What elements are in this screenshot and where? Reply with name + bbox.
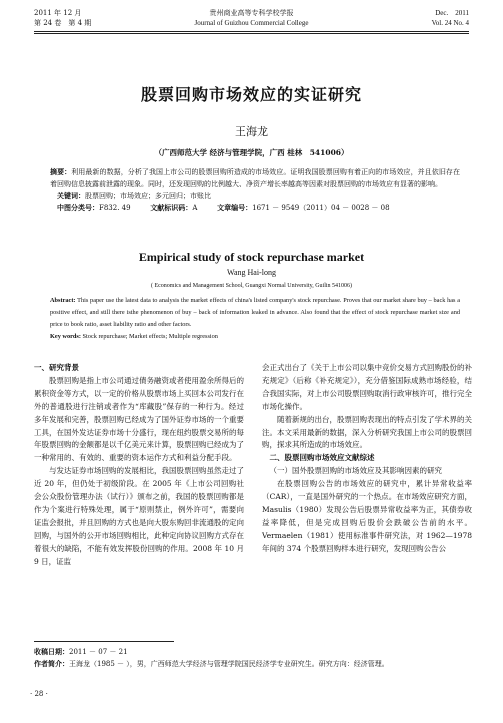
author-cn: 王海龙 (235, 125, 268, 138)
footnote-rule (34, 641, 174, 642)
received-date: 2011 － 07 － 21 (69, 648, 128, 656)
issue-date: 2011 年 12 月 (34, 9, 82, 17)
section-heading-literature: 二、股票回购市场效应文献综述 (269, 453, 375, 463)
volume-issue-en: Vol. 24 No. 4 (431, 19, 469, 27)
header-rule-2 (34, 33, 469, 34)
abstract-en-label: Abstract: (50, 297, 76, 304)
keywords-cn: 股票回购；市场效应；多元回归；市账比 (85, 192, 211, 200)
left-column (34, 362, 244, 569)
bio-label: 作者简介： (34, 659, 69, 668)
doccode-label: 文献标识码： (150, 203, 193, 212)
clc-code: F832. 49 (99, 204, 131, 212)
affiliation-cn: （广西师范大学 经济与管理学院，广西 桂林 541006） (154, 148, 349, 157)
paragraph: 随着新规的出台，股票回购表现出的特点引发了学术界的关注。本文采用最新的数据，深入分析研究我国上市公司的股票回购，探求其所造成的市场效应。 (262, 414, 472, 450)
section-heading-background: 一、研究背景 (34, 363, 79, 372)
paragraph: 与发达证券市场回购的发展相比，我国股票回购虽然走过了近 20 年，但仍处于初级阶段。在 2005 年《上市公司回购社会公众股份管理办法（试行）》颁布之前，我国的股票回购都是作为个案进行特殊处理，属于“原则禁止，例外许可”，需要向证监会报批，并且回购的方式也是向大股东购回非流通股的定向回购，与国外的公开市场回购相比，此种定向协议回购方式存在着很大的缺陷，不能有效发挥股份回购的作用。2008 年 10 月 9 日，证监 (34, 466, 244, 566)
footnote (34, 646, 474, 670)
paragraph: 在股票回购公告的市场效应的研究中，累计异常收益率（CAR），一直是国外研究的一个热点。在市场效应研究方面，Masulis（1980）发现公告后股票异常收益率为正，其债券收益率降低，但是完成回购后股价会跌破公告前的水平。Vermaelen（1981）使用标准事件研究法，对 1962—1978 年间的 374 个股票回购样本进行研究，发现回购公告公 (262, 479, 472, 553)
affiliation-en: ( Economics and Management School, Guangxi Normal University, Guilin 541006) (150, 283, 353, 289)
clc-label: 中图分类号： (57, 203, 99, 212)
issue-date-en: Dec. 2011 (435, 9, 469, 17)
abstract-en (50, 295, 460, 343)
abstract-cn (50, 166, 460, 214)
article-no: 1671 － 9549（2011）04 － 0028 － 08 (252, 204, 390, 212)
volume-issue: 第 24 卷 第 4 期 (34, 19, 92, 27)
subsection-heading: （一）国外股票回购的市场效应及其影响因素的研究 (269, 466, 442, 476)
journal-name-en: Journal of Guizhou Commercial College (194, 19, 309, 27)
doccode: A (192, 204, 198, 212)
keywords-en: Stock repurchase; Market effects; Multiple regression (82, 333, 218, 340)
paragraph: 会正式出台了《关于上市公司以集中竞价交易方式回购股份的补充规定》（后称《补充规定》），充分借鉴国际成熟市场经验，结合我国实际，对上市公司股票回购取消行政审核许可，推行完全市场化操作。 (262, 363, 472, 411)
received-label: 收稿日期： (34, 647, 69, 656)
article-no-label: 文章编号： (217, 203, 253, 212)
keywords-en-label: Key words: (50, 333, 81, 340)
abstract-cn-label: 摘要： (50, 167, 72, 176)
keywords-cn-label: 关键词： (57, 191, 85, 200)
article-title-cn: 股票回购市场效应的实证研究 (140, 85, 362, 104)
page-number: · 28 · (30, 690, 48, 698)
right-column (262, 362, 472, 556)
author-bio: 王海龙（1985 － ），男，广西师范大学经济与管理学院国民经济学专业研究生。研究方向：经济管理。 (69, 660, 389, 668)
author-en: Wang Hai-long (227, 268, 276, 277)
article-title-en: Empirical study of stock repurchase market (138, 250, 365, 264)
header-rule (34, 31, 469, 32)
abstract-cn-text: 利用最新的数据，分析了我国上市公司的股票回购所造成的市场效应。证明我国股票回购有着正向的市场效应，并且依旧存在着回购信息披露前泄露的现象。同时，还发现回购的比例越大、净资产增长率越高等因素对股票回购的市场效应有显著的影响。 (50, 168, 461, 188)
abstract-en-text: This paper use the latest data to analysis the market effects of china's listed company's stock repurchase. Proves that our market share buy – back has a positive effect, and still there isthe phenomenon of buy – back of information leaked in advance. Also found that the effect of stock repurchase market size and price to book ratio, asset liability ratio and other factors. (50, 297, 460, 328)
paragraph: 股票回购是指上市公司通过債务融资或者使用盈余所得后的累积资金等方式，以一定的价格从股票市场上买回本公司发行在外的普通股进行注销或者作为“库藏股”保存的一种行为。经过多年发展和完善，股票回购已经成为了国外证券市场的一个重要工具，在国外发达证券市场十分盛行，现在纽约股票交易所的每年股票回购的金额都是以千亿美元来计算，股票回购已经成为了一种常用的、有效的、重要的资本运作方式和利益分配手段。 (34, 375, 244, 463)
journal-name-cn: 贵州商业高等专科学校学报 (209, 9, 294, 17)
